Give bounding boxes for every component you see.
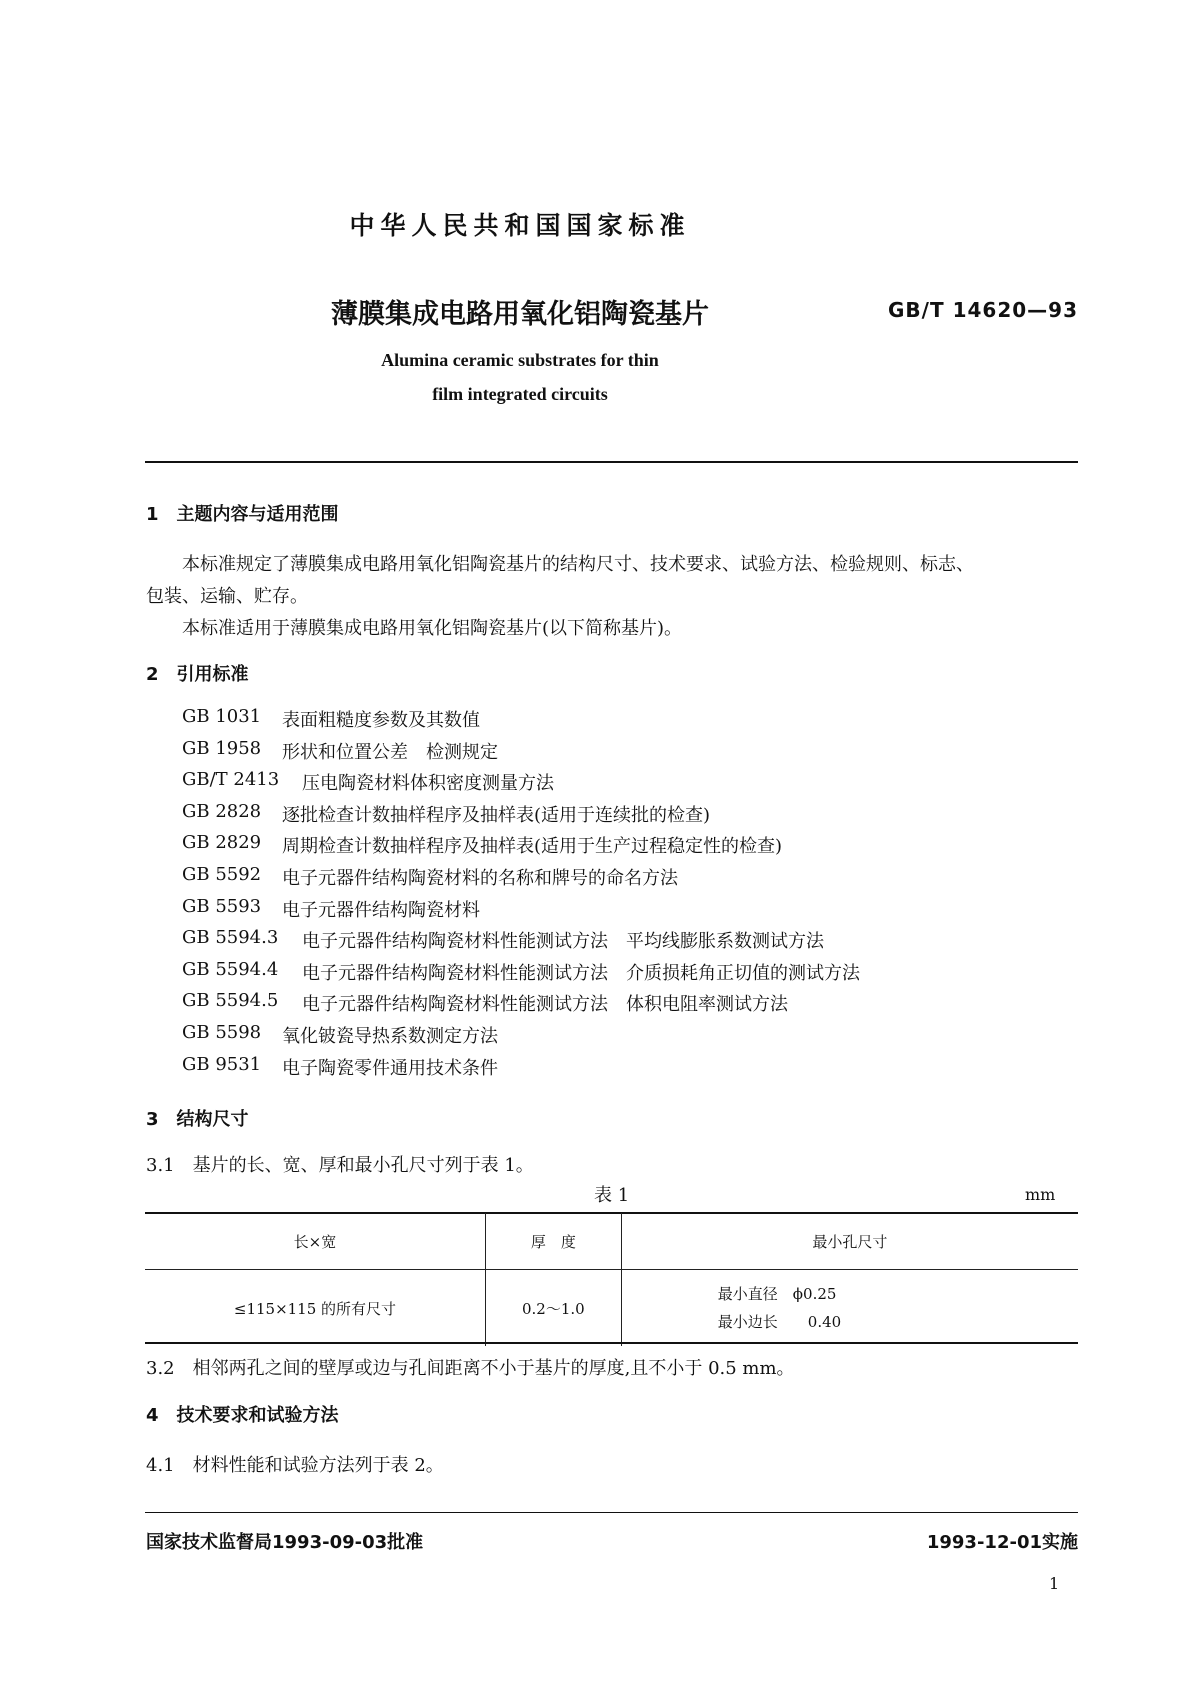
section-2-heading: 2 引用标准 [146,664,249,685]
table-unit: mm [1025,1185,1056,1204]
reference-title: 电子陶瓷零件通用技术条件 [282,1057,498,1079]
approval-date: 国家技术监督局1993-09-03批准 [146,1532,424,1553]
table-caption: 表 1 [594,1185,630,1206]
section-4-heading: 4 技术要求和试验方法 [146,1405,339,1426]
standard-code: GB/T 14620—93 [888,298,1078,322]
paragraph: 包装、运输、贮存。 [146,586,308,607]
section-3-heading: 3 结构尺寸 [146,1109,249,1130]
clause-3-2: 3.2 相邻两孔之间的壁厚或边与孔间距离不小于基片的厚度,且不小于 0.5 mm。 [146,1358,795,1379]
section-1-heading: 1 主题内容与适用范围 [146,504,339,525]
table-bottom-rule [145,1342,1078,1344]
reference-title: 电子元器件结构陶瓷材料性能测试方法 介质损耗角正切值的测试方法 [302,962,860,984]
reference-title: 电子元器件结构陶瓷材料性能测试方法 平均线膨胀系数测试方法 [302,931,824,953]
dimensions-table [145,1213,1078,1346]
min-diameter: 最小直径 ϕ0.25 [717,1285,837,1303]
clause-3-1: 3.1 基片的长、宽、厚和最小孔尺寸列于表 1。 [146,1155,534,1176]
cell-size: ≤115×115 的所有尺寸 [233,1299,397,1318]
title-en-2: film integrated circuits [432,384,608,404]
cell-min-hole [621,1270,1078,1347]
reference-code: GB 2829 [182,832,262,854]
clause-4-1: 4.1 材料性能和试验方法列于表 2。 [146,1455,444,1476]
national-standard-label: 中华人民共和国国家标准 [349,211,691,240]
reference-title: 电子元器件结构陶瓷材料性能测试方法 体积电阻率测试方法 [302,994,788,1016]
header-thickness: 厚 度 [485,1213,621,1270]
reference-code: GB 5593 [182,895,262,917]
paragraph: 本标准规定了薄膜集成电路用氧化铝陶瓷基片的结构尺寸、技术要求、试验方法、检验规则、标志、 [182,554,974,575]
reference-title: 压电陶瓷材料体积密度测量方法 [302,773,554,795]
table-row [145,1270,1078,1347]
reference-code: GB/T 2413 [182,769,280,791]
reference-title: 周期检查计数抽样程序及抽样表(适用于生产过程稳定性的检查) [282,836,783,858]
effective-date: 1993-12-01实施 [926,1532,1078,1553]
page-number: 1 [1049,1574,1060,1593]
reference-code: GB 9531 [182,1053,262,1075]
reference-code: GB 1958 [182,737,262,759]
title-en-1: Alumina ceramic substrates for thin [381,350,659,370]
reference-code: GB 2828 [182,800,262,822]
cell-thickness: 0.2～1.0 [485,1270,621,1347]
header-rule [145,461,1078,463]
header-min-hole: 最小孔尺寸 [621,1213,1078,1270]
footer-rule [145,1512,1078,1513]
table-header-row [145,1213,1078,1270]
reference-code: GB 5594.3 [182,927,279,949]
title-cn: 薄膜集成电路用氧化铝陶瓷基片 [331,299,709,330]
reference-title: 表面粗糙度参数及其数值 [282,710,480,731]
reference-title: 氧化铍瓷导热系数测定方法 [282,1026,498,1047]
reference-code: GB 5598 [182,1022,262,1043]
reference-code: GB 5594.5 [182,990,279,1012]
reference-title: 形状和位置公差 检测规定 [282,741,498,763]
paragraph: 本标准适用于薄膜集成电路用氧化铝陶瓷基片(以下简称基片)。 [182,618,683,639]
header-size: 长×宽 [145,1213,485,1270]
reference-code: GB 5594.4 [182,958,279,980]
reference-title: 电子元器件结构陶瓷材料的名称和牌号的命名方法 [282,868,678,889]
reference-code: GB 1031 [182,706,262,727]
min-side: 最小边长 0.40 [717,1313,842,1331]
reference-title: 逐批检查计数抽样程序及抽样表(适用于连续批的检查) [282,804,711,826]
reference-code: GB 5592 [182,864,262,885]
reference-title: 电子元器件结构陶瓷材料 [282,899,480,921]
